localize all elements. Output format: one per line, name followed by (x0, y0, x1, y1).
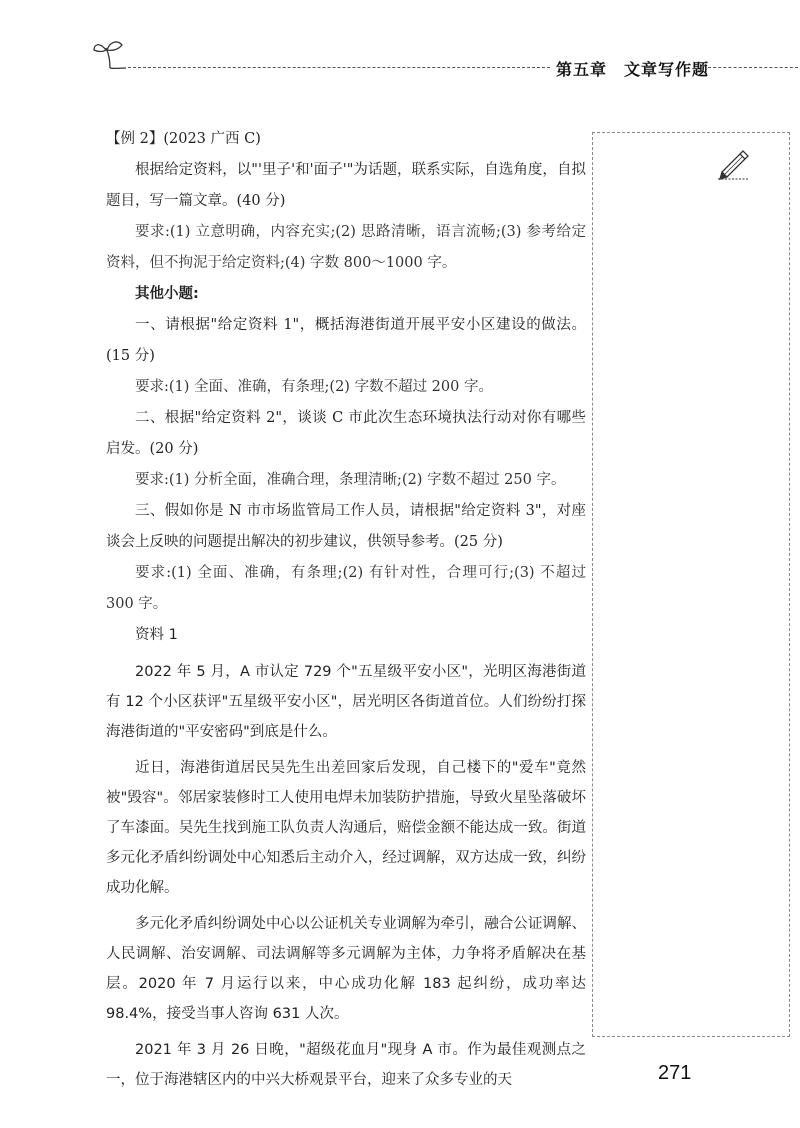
material-paragraph: 2022 年 5 月，A 市认定 729 个"五星级平安小区"，光明区海港街道有 12 个小区获评"五星级平安小区"，居光明区各街道首位。人们纷纷打探海港街道的"平安密码"到底是什么。 (106, 664, 586, 740)
material-paragraph: 多元化矛盾纠纷调处中心以公证机关专业调解为牵引，融合公证调解、人民调解、治安调解、司法调解等多元调解为主体，力争将矛盾解决在基层。2020 年 7 月运行以来，中心成功化解 183 起纠纷，成功率达 98.4%，接受当事人咨询 631 人次。 (106, 916, 586, 1022)
question-1: 一、请根据"给定资料 1"，概括海港街道开展平安小区建设的做法。(15 分) (106, 317, 586, 364)
example-requirements: 要求:(1) 立意明确，内容充实;(2) 思路清晰，语言流畅;(3) 参考给定资料，但不拘泥于给定资料;(4) 字数 800～1000 字。 (106, 224, 586, 271)
question-3: 三、假如你是 N 市市场监管局工作人员，请根据"给定资料 3"，对座谈会上反映的问题提出解决的初步建议，供领导参考。(25 分) (106, 503, 586, 550)
other-questions-heading: 其他小题: (135, 286, 199, 302)
question-2: 二、根据"给定资料 2"，谈谈 C 市此次生态环境执法行动对你有哪些启发。(20 分) (106, 410, 586, 457)
example-label: 【例 2】(2023 广西 C) (106, 131, 261, 147)
header-divider-left (128, 67, 550, 68)
material-title: 资料 1 (135, 627, 178, 643)
example-task: 根据给定资料，以"'里子'和'面子'"为话题，联系实际，自选角度，自拟题目，写一篇文章。(40 分) (106, 162, 586, 209)
page-content (106, 124, 586, 1095)
question-2-requirements: 要求:(1) 分析全面，准确合理，条理清晰;(2) 字数不超过 250 字。 (135, 472, 566, 488)
notes-box (592, 132, 790, 1037)
page-number: 271 (658, 1062, 692, 1084)
material-paragraph: 近日，海港街道居民吴先生出差回家后发现，自己楼下的"爱车"竟然被"毁容"。邻居家装修时工人使用电焊未加装防护措施，导致火星坠落破坏了车漆面。吴先生找到施工队负责人沟通后，赔偿金额不能达成一致。街道多元化矛盾纠纷调处中心知悉后主动介入，经过调解，双方达成一致，纠纷成功化解。 (106, 760, 586, 896)
question-3-requirements: 要求:(1) 全面、准确，有条理;(2) 有针对性，合理可行;(3) 不超过 300 字。 (106, 565, 586, 612)
pencil-icon (716, 150, 750, 180)
material-paragraph: 2021 年 3 月 26 日晚，"超级花血月"现身 A 市。作为最佳观测点之一，位于海港辖区内的中兴大桥观景平台，迎来了众多专业的天 (106, 1042, 586, 1088)
question-1-requirements: 要求:(1) 全面、准确，有条理;(2) 字数不超过 200 字。 (135, 379, 493, 395)
header-divider-right (708, 67, 798, 68)
chapter-title: 第五章 文章写作题 (556, 60, 710, 79)
sprout-icon (92, 38, 128, 72)
